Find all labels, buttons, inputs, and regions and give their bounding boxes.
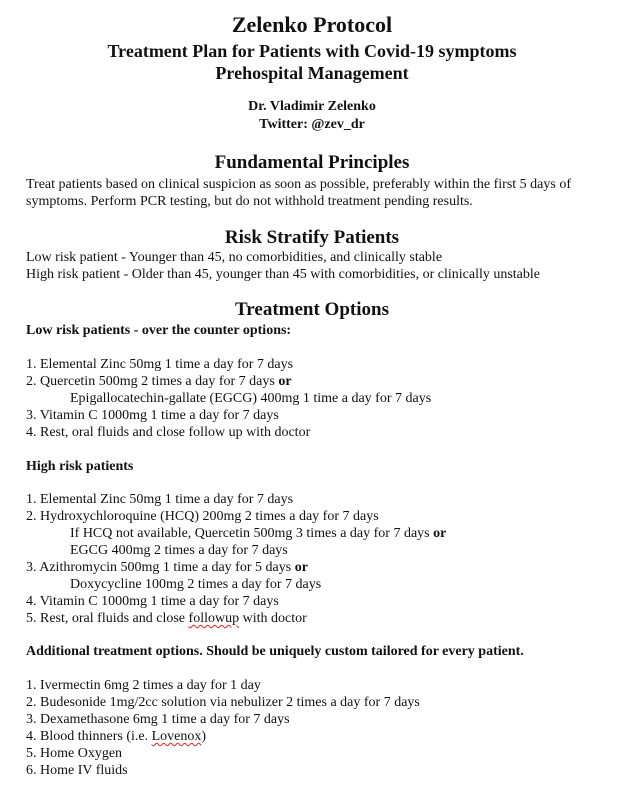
additional-item: 3. Dexamethasone 6mg 1 time a day for 7 days (26, 712, 290, 727)
or-conjunction: or (294, 560, 308, 575)
author-name: Dr. Vladimir Zelenko (248, 99, 376, 114)
additional-options-heading: Additional treatment options. Should be uniquely custom tailored for every patient. (26, 644, 524, 659)
additional-item: 5. Home Oxygen (26, 746, 123, 761)
treatment-options-heading: Treatment Options (235, 299, 389, 320)
author-twitter: Twitter: @zev_dr (259, 117, 365, 132)
additional-item: 1. Ivermectin 6mg 2 times a day for 1 day (26, 678, 261, 693)
risk-stratify-heading: Risk Stratify Patients (224, 227, 400, 248)
additional-item: 6. Home IV fluids (26, 763, 128, 778)
low-risk-item-alternative: Epigallocatechin-gallate (EGCG) 400mg 1 time a day for 7 days (70, 391, 432, 406)
document-title: Zelenko Protocol (231, 12, 393, 37)
high-risk-heading: High risk patients (26, 459, 134, 474)
high-risk-definition: High risk patient - Older than 45, younger than 45 with comorbidities, or clinically unstable (26, 267, 541, 282)
or-conjunction: or (433, 526, 447, 541)
fundamental-text-line-1: Treat patients based on clinical suspicion as soon as possible, preferably within the first 5 days of (26, 177, 571, 192)
high-risk-item: 4. Vitamin C 1000mg 1 time a day for 7 days (26, 594, 279, 609)
spellcheck-flagged-word: Lovenox (151, 729, 202, 744)
low-risk-item: 2. Quercetin 500mg 2 times a day for 7 days or (26, 374, 292, 389)
high-risk-item-alternative: If HCQ not available, Quercetin 500mg 3 times a day for 7 days or (70, 526, 447, 541)
low-risk-heading: Low risk patients - over the counter options: (26, 323, 292, 338)
or-conjunction: or (278, 374, 292, 389)
document-subtitle-2: Prehospital Management (215, 63, 409, 83)
high-risk-item: 1. Elemental Zinc 50mg 1 time a day for 7 days (26, 492, 294, 507)
additional-item: 4. Blood thinners (i.e. Lovenox) (26, 729, 207, 744)
low-risk-item: 1. Elemental Zinc 50mg 1 time a day for 7 days (26, 357, 294, 372)
document-subtitle: Treatment Plan for Patients with Covid-19 symptoms (107, 41, 517, 61)
spellcheck-flagged-word: followup (188, 611, 240, 626)
high-risk-item: 3. Azithromycin 500mg 1 time a day for 5 days or (26, 560, 308, 575)
low-risk-definition: Low risk patient - Younger than 45, no comorbidities, and clinically stable (26, 250, 443, 265)
fundamental-principles-heading: Fundamental Principles (214, 152, 410, 173)
fundamental-text-line-2: symptoms. Perform PCR testing, but do not withhold treatment pending results. (26, 194, 473, 209)
high-risk-item-alternative: EGCG 400mg 2 times a day for 7 days (70, 543, 288, 558)
high-risk-item: 5. Rest, oral fluids and close followup with doctor (26, 611, 307, 626)
additional-item: 2. Budesonide 1mg/2cc solution via nebulizer 2 times a day for 7 days (26, 695, 420, 710)
high-risk-item: 2. Hydroxychloroquine (HCQ) 200mg 2 times a day for 7 days (26, 509, 379, 524)
low-risk-item: 4. Rest, oral fluids and close follow up with doctor (26, 425, 311, 440)
low-risk-item: 3. Vitamin C 1000mg 1 time a day for 7 days (26, 408, 279, 423)
high-risk-item-alternative: Doxycycline 100mg 2 times a day for 7 days (70, 577, 322, 592)
